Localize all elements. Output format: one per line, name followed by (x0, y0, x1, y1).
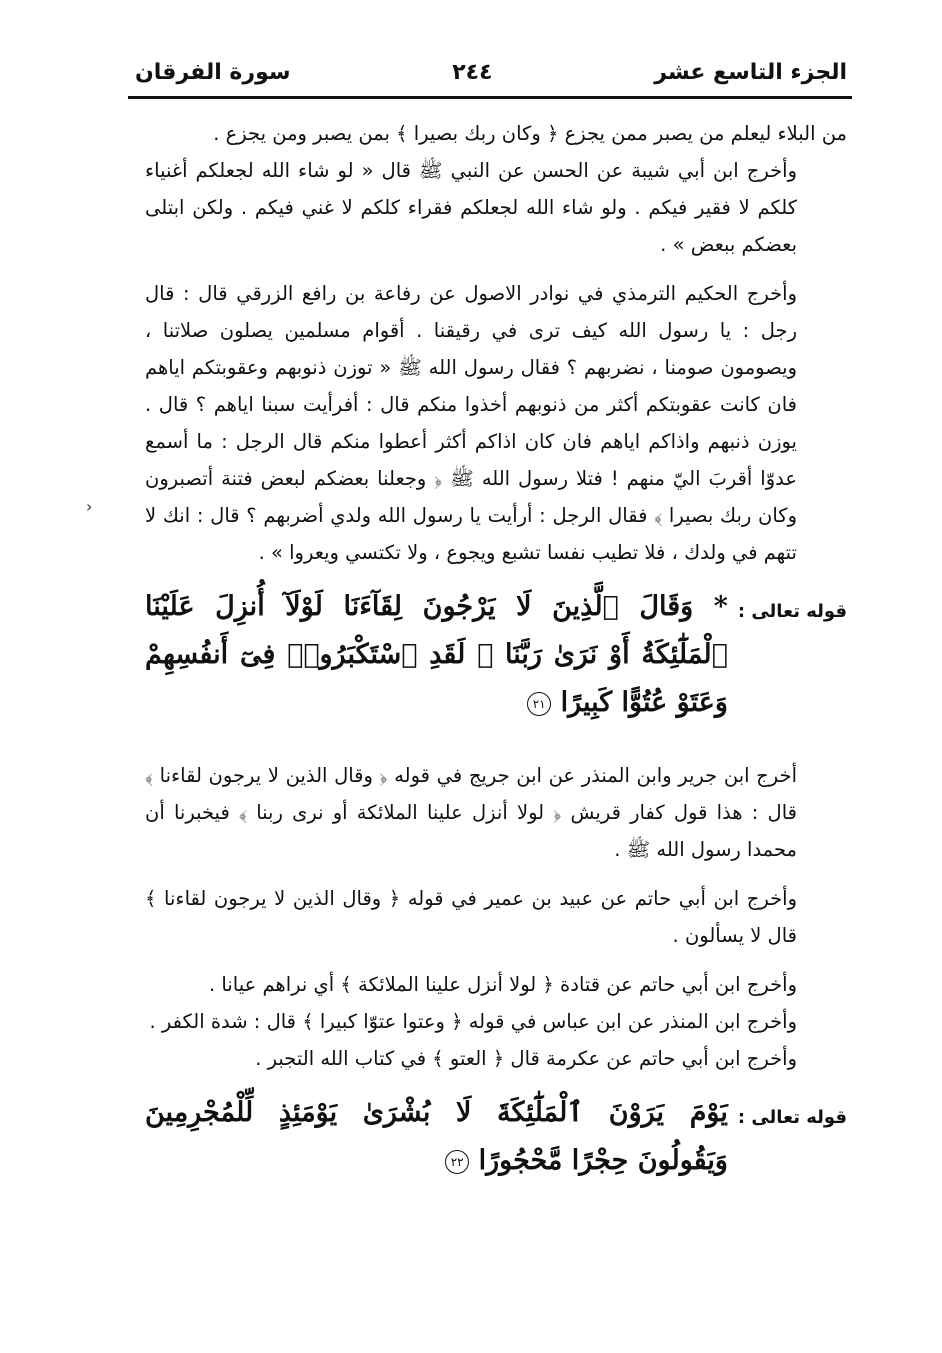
paragraph: وأخرج ابن أبي حاتم عن عكرمة قال ﴿ العتو ﴾ في كتاب الله التجبر . (255, 1047, 797, 1070)
page-body (145, 115, 847, 1185)
verse-number: ٢٢ (445, 1150, 469, 1174)
juz-title: الجزء التاسع عشر (654, 59, 847, 85)
verse-label: قوله تعالى : (737, 601, 847, 622)
verse-block (145, 583, 847, 727)
paragraph: وأخرج ابن أبي حاتم عن قتادة ﴿ لولا أنزل علينا الملائكة ﴾ أي نراهم عيانا . (209, 973, 797, 996)
page-number: ٢٤٤ (452, 59, 493, 85)
paragraph: وأخرج ابن أبي شيبة عن الحسن عن النبي ﷺ قال « لو شاء الله لجعلكم أغنياء كلكم لا فقير فيكم . ولو شاء الله لجعلكم فقراء كلكم لا غني فيكم . ولكن ابتلى بعضكم ببعض » . (145, 159, 797, 256)
paragraph: أخرج ابن جرير وابن المنذر عن ابن جريج في قوله ﴿ وقال الذين لا يرجون لقاءنا ﴾ قال : هذا قول كفار قريش ﴿ لولا أنزل علينا الملائكة أو نرى ربنا ﴾ فيخبرنا أن محمدا رسول الله ﷺ . (145, 764, 797, 861)
quran-verse (145, 1089, 728, 1185)
verse-text: يَوْمَ يَرَوْنَ ٱلْمَلَٰٓئِكَةَ لَا بُشْرَىٰ يَوْمَئِذٍ لِّلْمُجْرِمِينَ وَيَقُولُونَ حِجْرًا مَّحْجُورًا (145, 1097, 728, 1176)
surah-title: سورة الفرقان (135, 59, 291, 85)
verse-number: ٢١ (527, 692, 551, 716)
quran-verse (145, 583, 728, 727)
verse-text: * وَقَالَ ٱلَّذِينَ لَا يَرْجُونَ لِقَآءَنَا لَوْلَآ أُنزِلَ عَلَيْنَا ٱلْمَلَٰٓئِكَةُ أَوْ نَرَىٰ رَبَّنَا ۗ لَقَدِ ٱسْتَكْبَرُوا۟ فِىٓ أَنفُسِهِمْ وَعَتَوْ عُتُوًّا كَبِيرًا (145, 591, 728, 718)
header-divider (128, 96, 852, 99)
paragraph: وأخرج ابن أبي حاتم عن عبيد بن عمير في قوله ﴿ وقال الذين لا يرجون لقاءنا ﴾ قال لا يسألون . (145, 887, 797, 947)
verse-label: قوله تعالى : (737, 1107, 847, 1128)
page-header (135, 52, 847, 92)
paragraph: وأخرج الحكيم الترمذي في نوادر الاصول عن رفاعة بن رافع الزرقي قال : قال رجل : يا رسول الله كيف ترى في رقيقنا . أقوام مسلمين يصلون صلاتنا ، ويصومون صومنا ، نضربهم ؟ فقال رسول الله ﷺ « توزن ذنوبهم وعقوبتكم اياهم فان كانت عقوبتكم أكثر من ذنوبهم أخذوا منكم قال : أفرأيت سبنا اياهم ؟ قال . يوزن ذنبهم واذاكم اياهم فان كان اذاكم أكثر أعطوا منكم قال الرجل : ما أسمع عدوّا أقربَ اليّ منهم ! فتلا رسول الله ﷺ ﴿ وجعلنا بعضكم لبعض فتنة أتصبرون وكان ربك بصيرا ﴾ فقال الرجل : أرأيت يا رسول الله ولدي أضربهم ؟ قال : انك لا تتهم في ولدك ، فلا تطيب نفسا تشبع ويجوع ، ولا تكتسي ويعروا » . (145, 282, 797, 564)
verse-block (145, 1089, 847, 1185)
paragraph: من البلاء ليعلم من يصبر ممن يجزع ﴿ وكان ربك بصيرا ﴾ بمن يصبر ومن يجزع . (213, 122, 847, 145)
paragraph: وأخرج ابن المنذر عن ابن عباس في قوله ﴿ وعتوا عتوّا كبيرا ﴾ قال : شدة الكفر . (149, 1010, 797, 1033)
margin-mark: › (86, 497, 93, 516)
